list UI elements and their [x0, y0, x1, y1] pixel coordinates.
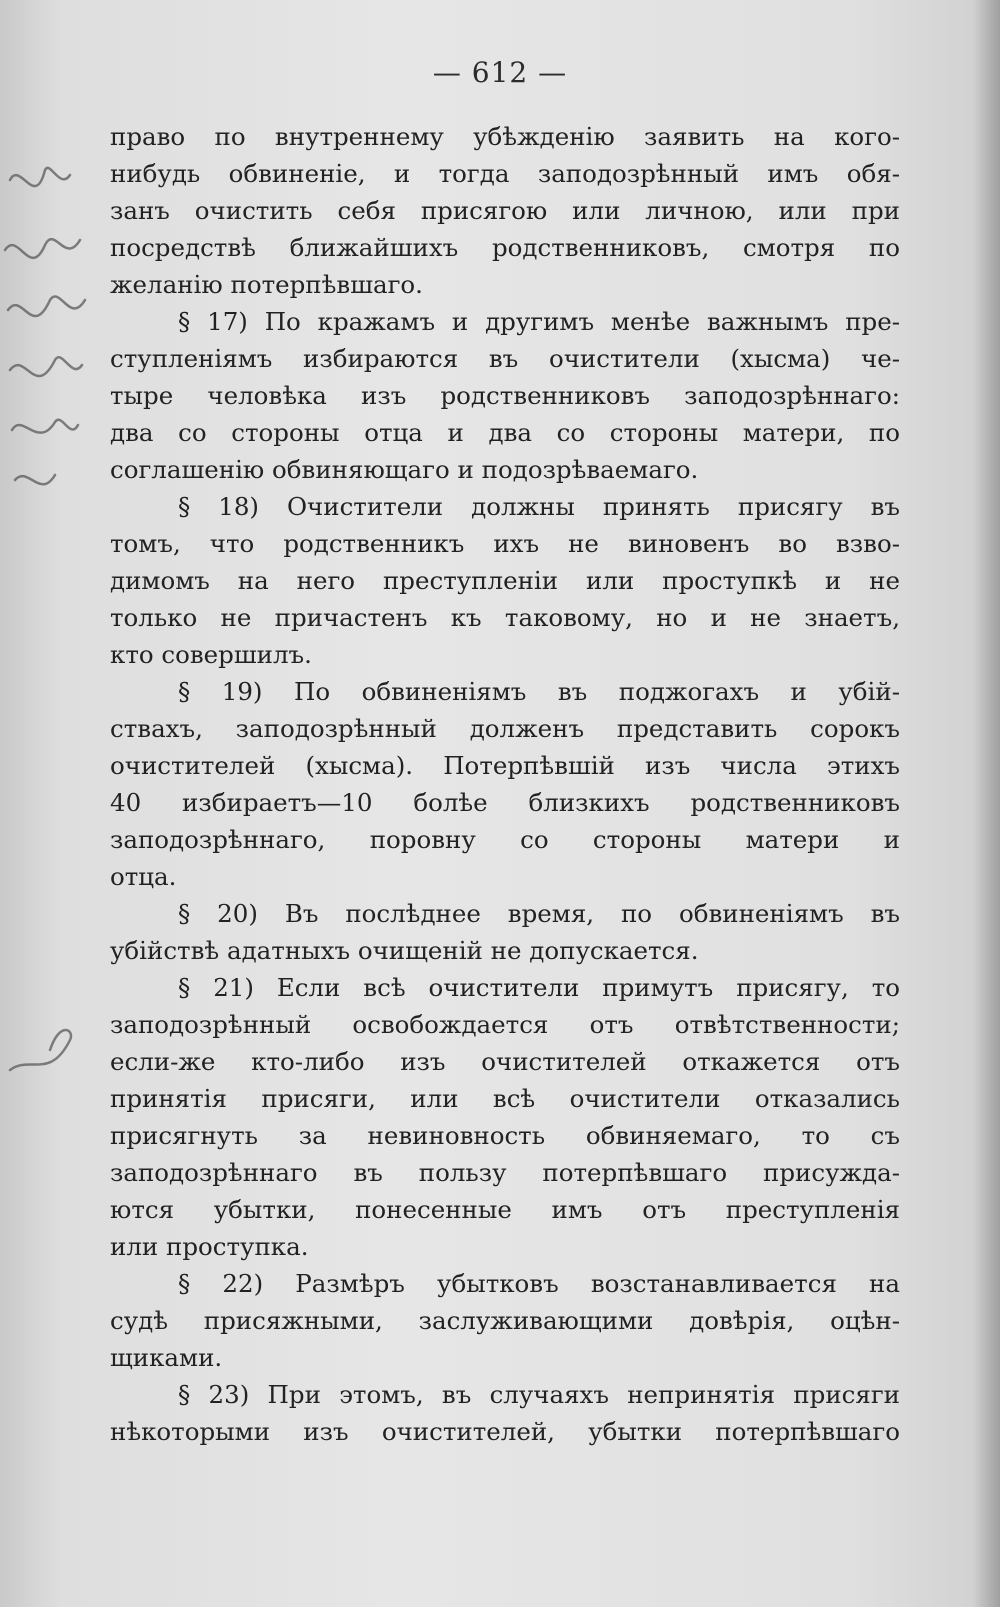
text-line: томъ, что родственникъ ихъ не виновенъ во взво- [110, 529, 900, 558]
text-line: право по внутреннему убѣжденію заявить на кого- [110, 122, 900, 151]
paragraph-section-22 [110, 1265, 900, 1376]
text-line: § 19) По обвиненіямъ въ поджогахъ и убій- [178, 677, 900, 706]
body-text [110, 118, 900, 1450]
text-line: кто совершилъ. [110, 640, 312, 669]
paragraph-section-23 [110, 1376, 900, 1450]
text-line: заподозрѣнный освобождается отъ отвѣтственности; [110, 1010, 900, 1039]
text-line: нибудь обвиненіе, и тогда заподозрѣнный имъ обя- [110, 159, 900, 188]
text-line: ствахъ, заподозрѣнный долженъ представить сорокъ [110, 714, 900, 743]
text-line: § 23) При этомъ, въ случаяхъ непринятія присяги [178, 1380, 900, 1409]
text-line: § 20) Въ послѣднее время, по обвиненіямъ въ [178, 899, 900, 928]
text-line: 40 избираетъ—10 болѣе близкихъ родственниковъ [110, 788, 900, 817]
text-line: ступленіямъ избираются въ очистители (хысма) че- [110, 344, 900, 373]
text-line: посредствѣ ближайшихъ родственниковъ, смотря по [110, 233, 900, 262]
margin-scribble-icon [0, 150, 100, 1150]
text-line: отца. [110, 862, 177, 891]
text-line: § 18) Очистители должны принять присягу въ [178, 492, 900, 521]
text-line: соглашенію обвиняющаго и подозрѣваемаго. [110, 455, 699, 484]
text-line: димомъ на него преступленіи или проступкѣ и не [110, 566, 900, 595]
text-line: § 21) Если всѣ очистители примутъ присягу, то [178, 973, 900, 1002]
text-line: нѣкоторыми изъ очистителей, убытки потерпѣвшаго [110, 1417, 900, 1446]
text-line: ются убытки, понесенные имъ отъ преступленія [110, 1195, 900, 1224]
paragraph-section-21 [110, 969, 900, 1265]
text-line: § 22) Размѣръ убытковъ возстанавливается на [178, 1269, 900, 1298]
paragraph-intro-continuation [110, 118, 900, 303]
text-line: желанію потерпѣвшаго. [110, 270, 423, 299]
text-line: щиками. [110, 1343, 223, 1372]
text-line: занъ очистить себя присягою или личною, или при [110, 196, 900, 225]
text-line: очистителей (хысма). Потерпѣвшій изъ числа этихъ [110, 751, 900, 780]
paragraph-section-17 [110, 303, 900, 488]
text-line: принятія присяги, или всѣ очистители отказались [110, 1084, 900, 1113]
text-line: только не причастенъ къ таковому, но и не знаетъ, [110, 603, 900, 632]
paragraph-section-20 [110, 895, 900, 969]
text-line: или проступка. [110, 1232, 309, 1261]
paragraph-section-18 [110, 488, 900, 673]
handwritten-margin-notes [0, 150, 100, 1150]
text-line: если-же кто-либо изъ очистителей откажется отъ [110, 1047, 900, 1076]
text-line: § 17) По кражамъ и другимъ менѣе важнымъ пре- [178, 307, 900, 336]
page-number: — 612 — [432, 56, 568, 89]
text-line: заподозрѣннаго въ пользу потерпѣвшаго присужда- [110, 1158, 900, 1187]
text-line: присягнуть за невиновность обвиняемаго, то съ [110, 1121, 900, 1150]
text-line: два со стороны отца и два со стороны матери, по [110, 418, 900, 447]
text-line: убійствѣ адатныхъ очищеній не допускается. [110, 936, 699, 965]
text-line: заподозрѣннаго, поровну со стороны матери и [110, 825, 900, 854]
paragraph-section-19 [110, 673, 900, 895]
page-edge-shadow [972, 0, 1000, 1607]
text-line: тыре человѣка изъ родственниковъ заподозрѣннаго: [110, 381, 900, 410]
text-line: судѣ присяжными, заслуживающими довѣрія, оцѣн- [110, 1306, 900, 1335]
